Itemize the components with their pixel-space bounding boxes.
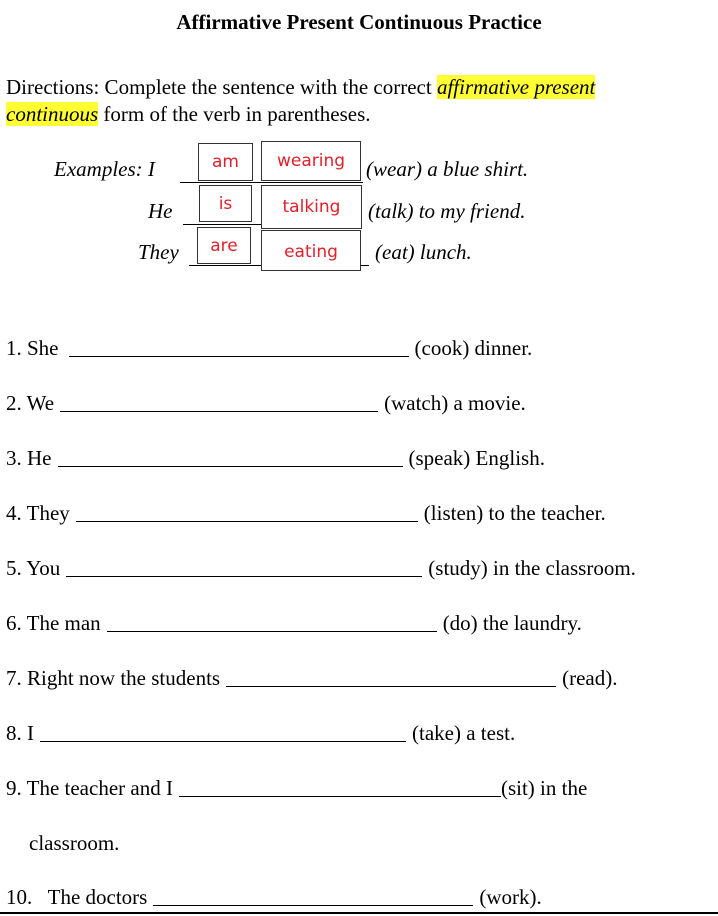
example-1-subject: Examples: I — [54, 157, 155, 181]
item-5 — [6, 556, 636, 581]
example-3-rest: (eat) lunch. — [375, 240, 472, 264]
item-3-prefix: 3. He — [6, 446, 52, 470]
example-1-rest: (wear) a blue shirt. — [366, 157, 529, 181]
item-8 — [6, 721, 515, 746]
item-3-suffix: (speak) English. — [408, 446, 545, 470]
item-6-prefix: 6. The man — [6, 611, 101, 635]
page-title: Affirmative Present Continuous Practice — [176, 10, 542, 34]
directions-line-2 — [6, 101, 371, 128]
example-2-underline — [183, 224, 263, 225]
item-10-prefix: 10. The doctors — [6, 885, 148, 909]
item-9-suffix: (sit) in the — [500, 776, 588, 800]
item-3-answer-blank[interactable] — [58, 446, 403, 467]
item-8-suffix: (take) a test. — [412, 721, 516, 745]
item-8-prefix: 8. I — [6, 721, 34, 745]
item-6-suffix: (do) the laundry. — [442, 611, 582, 635]
item-1-suffix: (cook) dinner. — [414, 336, 533, 360]
example-3-verb-box: eating — [261, 230, 361, 271]
item-2 — [6, 391, 526, 416]
item-9-prefix: 9. The teacher and I — [6, 776, 173, 800]
item-5-answer-blank[interactable] — [66, 556, 422, 577]
item-10 — [6, 885, 542, 910]
example-1-underline — [180, 182, 363, 183]
item-7 — [6, 666, 617, 691]
item-3 — [6, 446, 545, 471]
item-9 — [6, 776, 587, 801]
item-7-answer-blank[interactable] — [226, 666, 556, 687]
directions-highlight-1: affirmative present — [436, 75, 596, 99]
example-2-rest: (talk) to my friend. — [368, 199, 526, 223]
example-3-aux-box: are — [197, 227, 251, 264]
example-2-aux-box: is — [199, 185, 252, 222]
item-4-answer-blank[interactable] — [76, 501, 418, 522]
item-9-continuation: classroom. — [29, 831, 120, 855]
item-9-answer-blank[interactable] — [179, 776, 501, 797]
item-2-suffix: (watch) a movie. — [384, 391, 526, 415]
example-3-subject: They — [138, 240, 179, 264]
directions-suffix: form of the verb in parentheses. — [98, 102, 371, 126]
item-4 — [6, 501, 606, 526]
item-7-suffix: (read). — [562, 666, 618, 690]
item-8-answer-blank[interactable] — [40, 721, 406, 742]
directions-prefix: Directions: Complete the sentence with the correct — [6, 75, 437, 99]
item-4-prefix: 4. They — [6, 501, 70, 525]
example-2-subject: He — [148, 199, 173, 223]
example-1-aux-box: am — [198, 143, 253, 181]
item-4-suffix: (listen) to the teacher. — [423, 501, 606, 525]
item-5-prefix: 5. You — [6, 556, 61, 580]
item-1-answer-blank[interactable] — [69, 336, 409, 357]
item-1 — [6, 336, 532, 361]
directions-highlight-2: continuous — [6, 102, 99, 126]
item-1-prefix: 1. She — [6, 336, 59, 360]
item-6 — [6, 611, 582, 636]
item-10-suffix: (work). — [479, 885, 542, 909]
bottom-divider — [0, 912, 718, 914]
item-5-suffix: (study) in the classroom. — [428, 556, 636, 580]
item-2-answer-blank[interactable] — [60, 391, 378, 412]
item-10-answer-blank[interactable] — [153, 885, 473, 906]
item-7-prefix: 7. Right now the students — [6, 666, 221, 690]
item-6-answer-blank[interactable] — [107, 611, 437, 632]
item-2-prefix: 2. We — [6, 391, 55, 415]
example-2-verb-box: talking — [261, 185, 362, 229]
example-1-verb-box: wearing — [261, 141, 361, 181]
directions-line-1 — [6, 74, 595, 101]
